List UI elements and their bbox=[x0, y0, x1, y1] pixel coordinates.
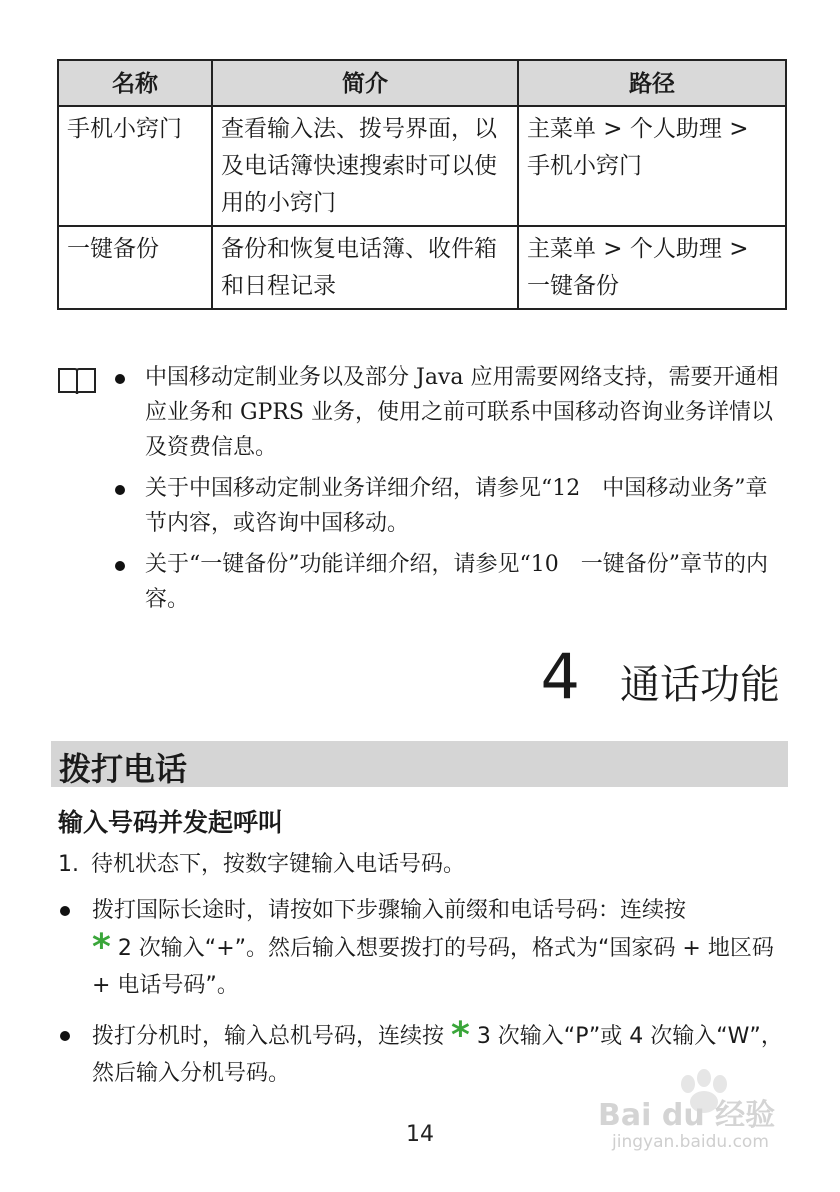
table-row bbox=[58, 106, 786, 226]
table-cell-path bbox=[518, 106, 786, 226]
step-text: 待机状态下，按数字键输入电话号码。 bbox=[91, 852, 466, 877]
page-number: 14 bbox=[406, 1122, 434, 1147]
path-line: 主菜单 > 个人助理 > bbox=[527, 116, 749, 142]
watermark-url: jingyan.baidu.com bbox=[612, 1132, 769, 1152]
table-header: 名称 bbox=[58, 60, 212, 106]
note-block bbox=[57, 360, 785, 623]
path-line: 手机小窍门 bbox=[527, 153, 642, 179]
bullet-dot bbox=[60, 906, 70, 916]
list-item: 拨打国际长途时，请按如下步骤输入前缀和电话号码：连续按 * 2 次输入“+”。然后输入想要拨打的号码，格式为“国家码 + 地区码 + 电话号码”。 bbox=[58, 892, 785, 1004]
table-cell-desc: 查看输入法、拨号界面，以及电话簿快速搜索时可以使用的小窍门 bbox=[212, 106, 518, 226]
note-list bbox=[57, 360, 785, 617]
subsection-title: 输入号码并发起呼叫 bbox=[58, 808, 284, 837]
star-key-icon: * bbox=[451, 1015, 470, 1056]
table-cell-name: 一键备份 bbox=[58, 226, 212, 309]
chapter-heading bbox=[541, 640, 780, 720]
step-number: 1. bbox=[58, 852, 79, 877]
table-header-row bbox=[58, 60, 786, 106]
book-icon bbox=[57, 366, 97, 400]
watermark-brand: Bai du 经验 bbox=[598, 1098, 776, 1133]
chapter-number: 4 bbox=[540, 640, 580, 713]
path-line: 主菜单 > 个人助理 > bbox=[527, 236, 749, 262]
table-cell-name: 手机小窍门 bbox=[58, 106, 212, 226]
table-header: 简介 bbox=[212, 60, 518, 106]
table-cell-desc: 备份和恢复电话簿、收件箱和日程记录 bbox=[212, 226, 518, 309]
section-heading bbox=[51, 741, 788, 787]
bullet-dot bbox=[60, 1031, 70, 1041]
star-key-icon: * bbox=[92, 927, 111, 968]
note-item: 关于“一键备份”功能详细介绍，请参见“10 一键备份”章节的内容。 bbox=[145, 547, 785, 617]
feature-table bbox=[57, 59, 787, 310]
bullet-dot bbox=[115, 374, 125, 384]
section-title: 拨打电话 bbox=[59, 750, 188, 788]
bullet-dot bbox=[115, 485, 125, 495]
table-header: 路径 bbox=[518, 60, 786, 106]
list-item: 拨打分机时，输入总机号码，连续按 * 3 次输入“P”或 4 次输入“W”，然后输入分机号码。 bbox=[58, 1017, 785, 1092]
table-cell-path bbox=[518, 226, 786, 309]
bullet-dot bbox=[115, 561, 125, 571]
chapter-title: 通话功能 bbox=[620, 662, 780, 708]
note-item: 中国移动定制业务以及部分 Java 应用需要网络支持，需要开通相应业务和 GPRS 业务，使用之前可联系中国移动咨询业务详情以及资费信息。 bbox=[145, 360, 785, 465]
note-item: 关于中国移动定制业务详细介绍，请参见“12 中国移动业务”章节内容，或咨询中国移动。 bbox=[145, 471, 785, 541]
step-item bbox=[58, 848, 465, 882]
path-line: 一键备份 bbox=[527, 273, 619, 299]
table-row bbox=[58, 226, 786, 309]
